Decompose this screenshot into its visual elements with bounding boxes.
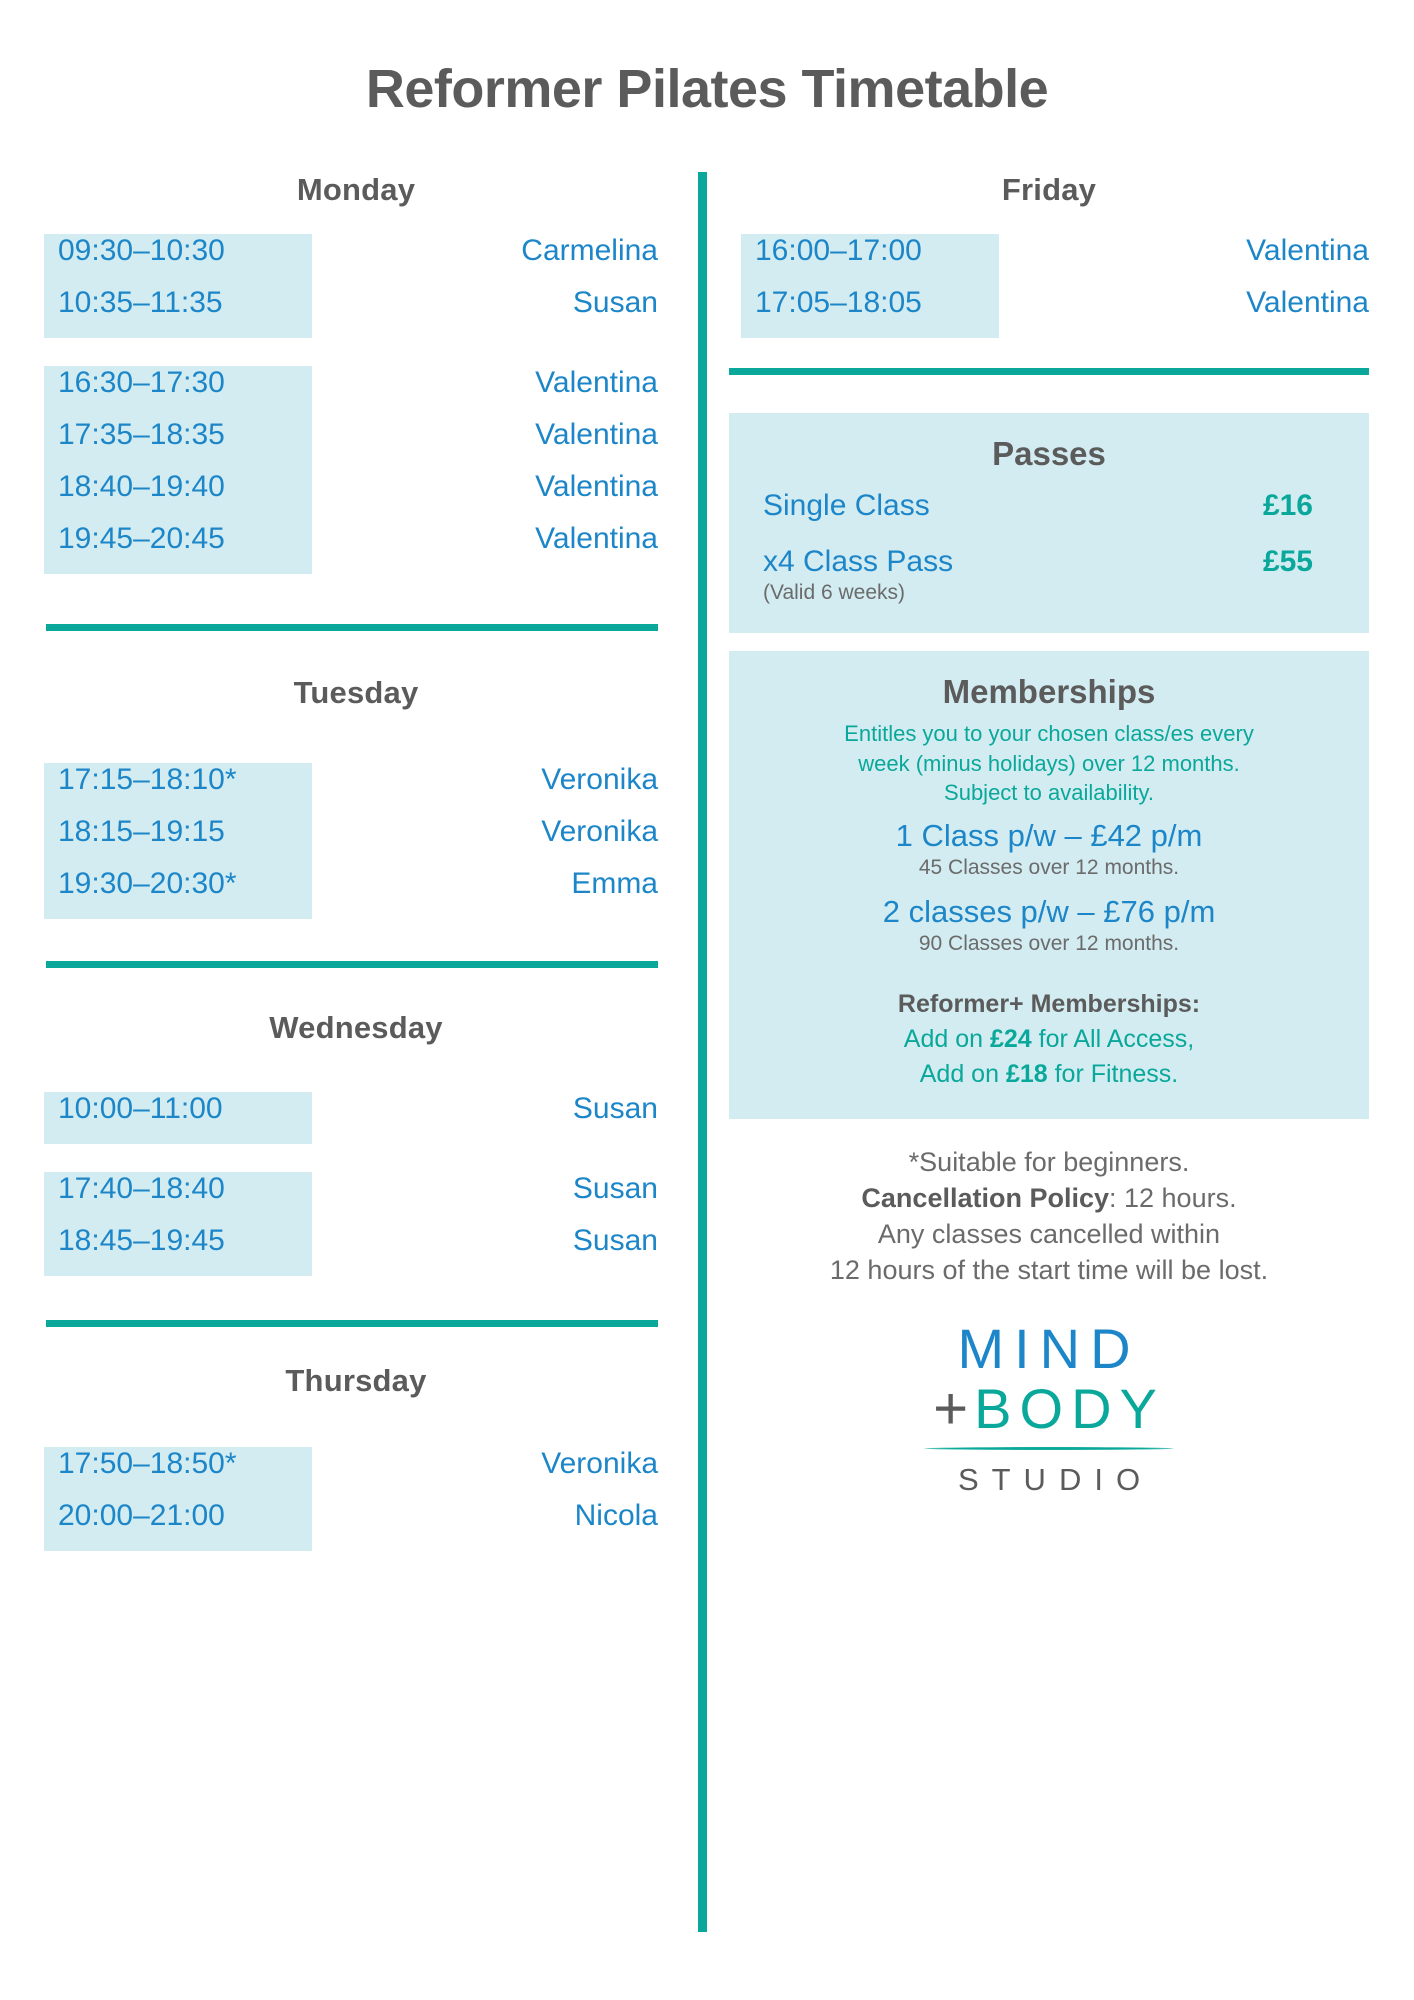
left-column [36, 172, 676, 1940]
class-time: 09:30–10:30 [58, 234, 225, 267]
class-time: 10:00–11:00 [58, 1092, 223, 1125]
schedule-wednesday [36, 1092, 676, 1276]
reformer-plus-title: Reformer+ Memberships: [897, 990, 1201, 1019]
timetable-board [0, 120, 1414, 1940]
section-divider [46, 1320, 658, 1327]
schedule-spacer [36, 1144, 676, 1172]
logo-body-text: BODY [974, 1376, 1165, 1440]
memberships-description-line: week (minus holidays) over 12 months. [858, 750, 1240, 776]
class-time: 17:05–18:05 [755, 286, 922, 319]
schedule-friday [729, 234, 1369, 338]
day-heading-thursday: Thursday [285, 1363, 427, 1398]
class-instructor: Emma [571, 867, 658, 900]
class-time: 18:40–19:40 [58, 470, 225, 503]
schedule-monday [36, 234, 676, 574]
logo-plus-icon: + [933, 1374, 969, 1442]
schedule-tuesday [36, 763, 676, 919]
addon-prefix: Add on [919, 1060, 1006, 1089]
brand-logo [729, 1316, 1369, 1498]
cancellation-policy-line [729, 1181, 1369, 1217]
class-time: 19:30–20:30* [58, 867, 237, 900]
reformer-plus-all-access [763, 1025, 1335, 1054]
day-section-friday [729, 172, 1369, 338]
class-instructor: Susan [572, 1092, 658, 1125]
class-instructor: Valentina [1246, 234, 1369, 267]
class-time: 20:00–21:00 [58, 1499, 225, 1532]
logo-studio-text: STUDIO [957, 1461, 1154, 1497]
pass-price: £55 [1262, 545, 1313, 578]
passes-panel [729, 413, 1369, 633]
schedule-spacer [36, 338, 676, 366]
membership-tier1-price: 1 Class p/w – £42 p/m [895, 818, 1203, 854]
class-time: 16:00–17:00 [755, 234, 922, 267]
memberships-description-line: Entitles you to your chosen class/es every [844, 721, 1254, 746]
right-column [729, 172, 1369, 1940]
class-instructor: Susan [572, 1224, 658, 1257]
addon-amount: £18 [1005, 1060, 1048, 1089]
class-time: 19:45–20:45 [58, 522, 225, 555]
section-divider [729, 368, 1369, 375]
pass-label: x4 Class Pass [763, 545, 954, 578]
pass-row[interactable] [763, 545, 1335, 579]
section-divider [46, 624, 658, 631]
class-instructor: Veronika [541, 815, 658, 848]
pass-label: Single Class [763, 489, 930, 522]
class-instructor: Veronika [541, 763, 658, 796]
class-time: 18:45–19:45 [58, 1224, 225, 1257]
membership-tier2-note: 90 Classes over 12 months. [918, 932, 1180, 956]
logo-body-row [729, 1374, 1369, 1442]
addon-prefix: Add on [903, 1025, 990, 1054]
addon-suffix: for Fitness. [1047, 1060, 1179, 1089]
class-time: 17:35–18:35 [58, 418, 225, 451]
memberships-panel [729, 651, 1369, 1119]
membership-tier2-price: 2 classes p/w – £76 p/m [882, 894, 1216, 930]
membership-tier1-note: 45 Classes over 12 months. [918, 856, 1180, 880]
class-instructor: Carmelina [521, 234, 658, 267]
addon-suffix: for All Access, [1031, 1025, 1195, 1054]
schedule-thursday [36, 1447, 676, 1551]
beginners-note: *Suitable for beginners. [908, 1147, 1190, 1178]
class-time: 18:15–19:15 [58, 815, 225, 848]
cancellation-policy-label: Cancellation Policy [861, 1182, 1109, 1213]
class-time: 17:15–18:10* [58, 763, 237, 796]
class-time: 16:30–17:30 [58, 366, 225, 399]
day-heading-friday: Friday [1001, 172, 1097, 207]
pass-price: £16 [1262, 489, 1313, 522]
cancellation-policy-value: : 12 hours. [1109, 1182, 1237, 1213]
class-instructor: Nicola [574, 1499, 658, 1532]
day-heading-monday: Monday [296, 172, 416, 207]
passes-title: Passes [992, 435, 1106, 472]
class-time: 17:40–18:40 [58, 1172, 225, 1205]
section-divider [46, 961, 658, 968]
cancellation-note-line: 12 hours of the start time will be lost. [829, 1254, 1269, 1285]
day-section-thursday [36, 1363, 676, 1551]
class-time: 17:50–18:50* [58, 1447, 237, 1480]
day-section-tuesday [36, 675, 676, 919]
class-instructor: Valentina [535, 470, 658, 503]
class-instructor: Susan [572, 286, 658, 319]
class-instructor: Valentina [535, 522, 658, 555]
footnotes [729, 1145, 1369, 1289]
vertical-divider [698, 172, 707, 1932]
class-instructor: Valentina [1246, 286, 1369, 319]
reformer-plus-fitness [763, 1060, 1335, 1089]
memberships-description-line: Subject to availability. [944, 780, 1154, 806]
day-section-wednesday [36, 1010, 676, 1276]
page-title: Reformer Pilates Timetable [365, 59, 1049, 119]
addon-amount: £24 [989, 1025, 1032, 1054]
day-heading-wednesday: Wednesday [269, 1010, 443, 1045]
class-instructor: Veronika [541, 1447, 658, 1480]
logo-mind-text: MIND [957, 1316, 1141, 1380]
pass-validity-note: (Valid 6 weeks) [763, 581, 905, 604]
class-instructor: Susan [572, 1172, 658, 1205]
memberships-description [763, 719, 1335, 808]
memberships-title: Memberships [942, 673, 1156, 710]
class-instructor: Valentina [535, 366, 658, 399]
cancellation-note-line: Any classes cancelled within [877, 1218, 1221, 1249]
class-instructor: Valentina [535, 418, 658, 451]
day-section-monday [36, 172, 676, 574]
class-time: 10:35–11:35 [58, 286, 223, 319]
day-heading-tuesday: Tuesday [293, 675, 419, 710]
logo-swoosh-divider [924, 1447, 1174, 1450]
pass-row[interactable] [763, 489, 1335, 523]
